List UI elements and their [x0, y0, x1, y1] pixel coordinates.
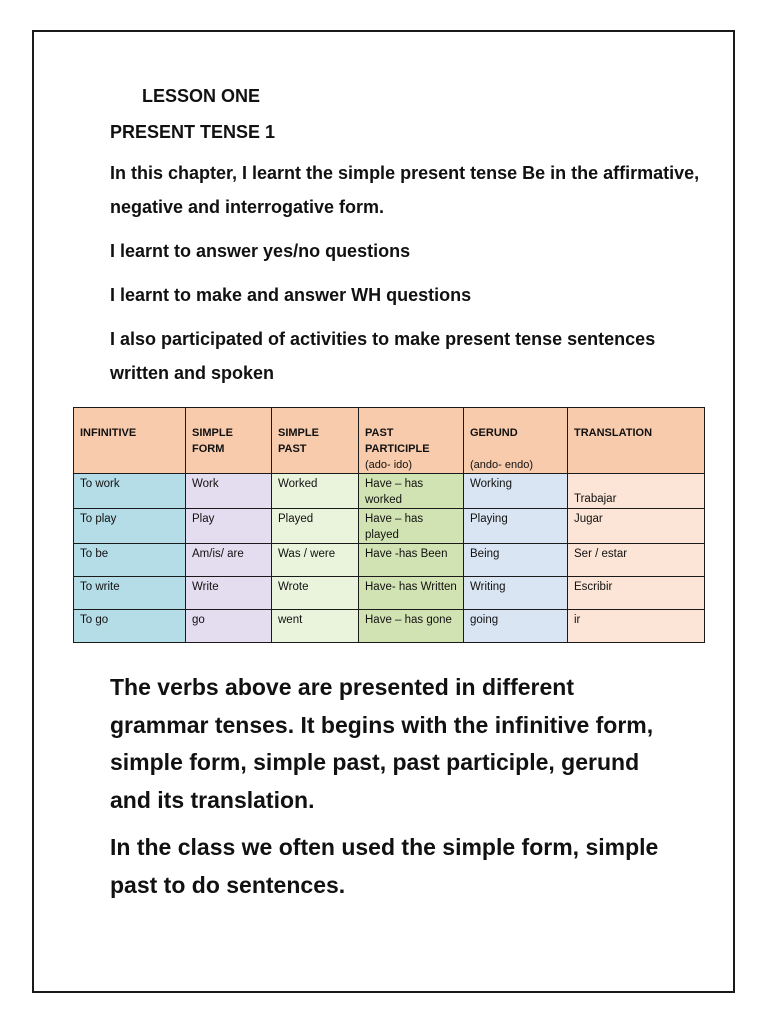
cell-gerund: going [464, 610, 568, 643]
table-row [74, 509, 705, 544]
cell-gerund: Working [464, 474, 568, 509]
cell-translation: Ser / estar [568, 544, 705, 577]
lesson-title: LESSON ONE [142, 86, 261, 106]
cell-simple-form: go [186, 610, 272, 643]
summary-section [110, 669, 670, 914]
cell-gerund: Playing [464, 509, 568, 544]
section-title: PRESENT TENSE 1 [110, 122, 276, 142]
cell-past-participle: Have – has played [359, 509, 464, 544]
cell-past-participle: Have- has Written [359, 577, 464, 610]
cell-infinitive: To be [74, 544, 186, 577]
header-infinitive: INFINITIVE [74, 408, 186, 474]
cell-gerund: Writing [464, 577, 568, 610]
cell-infinitive: To go [74, 610, 186, 643]
cell-simple-past: Worked [272, 474, 359, 509]
cell-simple-past: Played [272, 509, 359, 544]
lesson-intro [110, 84, 710, 400]
table-header-row [74, 408, 705, 474]
cell-infinitive: To play [74, 509, 186, 544]
cell-past-participle: Have -has Been [359, 544, 464, 577]
cell-simple-form: Play [186, 509, 272, 544]
table-row [74, 544, 705, 577]
table-row [74, 577, 705, 610]
table-row [74, 610, 705, 643]
header-past-participle: PAST PARTICIPLE (ado- ido) [359, 408, 464, 474]
cell-translation: Jugar [568, 509, 705, 544]
table-row [74, 474, 705, 509]
intro-paragraph: I also participated of activities to make present tense sentences written and spoken [110, 329, 656, 383]
verb-tense-table [73, 407, 705, 643]
cell-simple-form: Write [186, 577, 272, 610]
header-simple-past: SIMPLE PAST [272, 408, 359, 474]
cell-translation: Trabajar [568, 474, 705, 509]
intro-paragraph: I learnt to answer yes/no questions [110, 241, 411, 261]
cell-translation: ir [568, 610, 705, 643]
cell-past-participle: Have – has worked [359, 474, 464, 509]
header-translation: TRANSLATION [568, 408, 705, 474]
cell-simple-form: Am/is/ are [186, 544, 272, 577]
intro-paragraph: I learnt to make and answer WH questions [110, 285, 472, 305]
header-gerund: GERUND (ando- endo) [464, 408, 568, 474]
cell-simple-past: Was / were [272, 544, 359, 577]
header-simple-form: SIMPLE FORM [186, 408, 272, 474]
summary-paragraph: The verbs above are presented in different grammar tenses. It begins with the infinitive form, simple form, simple past, past participle, gerund and its translation. [110, 674, 654, 813]
intro-paragraph: In this chapter, I learnt the simple present tense Be in the affirmative, negative and interrogative form. [110, 163, 700, 217]
summary-paragraph: In the class we often used the simple form, simple past to do sentences. [110, 834, 659, 898]
cell-past-participle: Have – has gone [359, 610, 464, 643]
cell-simple-past: went [272, 610, 359, 643]
cell-gerund: Being [464, 544, 568, 577]
cell-infinitive: To write [74, 577, 186, 610]
cell-simple-past: Wrote [272, 577, 359, 610]
cell-simple-form: Work [186, 474, 272, 509]
cell-infinitive: To work [74, 474, 186, 509]
cell-translation: Escribir [568, 577, 705, 610]
